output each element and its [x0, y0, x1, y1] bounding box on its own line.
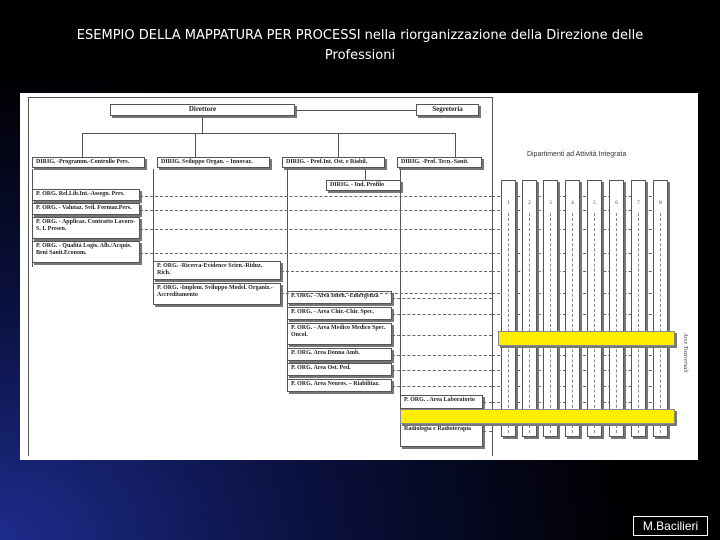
dirig-professioni-box: [282, 157, 385, 168]
unit-box: [400, 395, 483, 409]
author-badge: M.Bacilieri: [633, 516, 708, 536]
unit-box: [32, 203, 140, 215]
transversal-areas-label: Aree Trasversali: [682, 333, 688, 373]
unit-label: P. ORG. -Ricerca-Evidence Scien.-Riduz. Rich.: [157, 263, 263, 276]
unit-label: P. ORG. Area Neuros. – Riabilitaz.: [291, 381, 380, 387]
unit-box: [287, 323, 392, 345]
department-number: 5: [593, 201, 596, 206]
dirig-label: DIRIG. - Ind. Profilo: [330, 182, 385, 188]
unit-label: P. ORG. Rel.Lib.Int.-Assegn. Pers.: [36, 191, 125, 197]
dirig-label: DIRIG. -Programm.-Controllo Pers.: [36, 159, 130, 165]
unit-label: P. ORG. Area Donna Amb.: [291, 350, 360, 356]
dirig-label: DIRIG. -Prof. Tecn.-Sanit.: [401, 159, 469, 165]
department-number: 2: [528, 201, 531, 206]
department-number: 1: [507, 201, 510, 206]
department-number: 4: [571, 201, 574, 206]
unit-label: P. ORG. - Area Medico Medico Spec. Oncol.: [291, 325, 386, 338]
director-label: Direttore: [188, 105, 217, 113]
transversal-area-bar: [400, 409, 675, 424]
department-number: 8: [659, 201, 662, 206]
departments-label: Dipartimenti ad Attività Integrata: [527, 151, 627, 158]
unit-box: [153, 261, 281, 280]
slide-title: ESEMPIO DELLA MAPPATURA PER PROCESSI nella riorganizzazione della Direzione delle Professioni: [76, 28, 644, 63]
dirig-label: DIRIG. Sviluppo Organ. – Innovaz.: [161, 159, 253, 165]
unit-label: P. ORG. - Applicaz. Contratto Lavoro-S. I. Presen.: [36, 219, 135, 232]
unit-label: P. ORG. - Qualità Logis. Alb./Acquis. Beni Sanit.Econom.: [36, 243, 132, 256]
department-number: 3: [549, 201, 552, 206]
unit-label: P. ORG. - Area Inten. -Emergenza: [291, 293, 379, 299]
unit-box: [287, 348, 392, 361]
unit-box: [32, 189, 140, 201]
unit-label: P. ORG. Area Ost. Ped.: [291, 365, 351, 371]
department-number: 7: [637, 201, 640, 206]
dirig-programmazione-box: [32, 157, 145, 168]
unit-box: [153, 283, 281, 305]
department-number: 6: [615, 201, 618, 206]
dirig-tecnico-box: [397, 157, 482, 168]
dirig-sviluppo-box: [157, 157, 270, 168]
unit-label: P. ORG. -Implem. Sviluppo Model. Organiz.-Accreditamento: [157, 285, 273, 298]
secretary-label: Segreteria: [432, 105, 463, 113]
transversal-area-bar: [498, 331, 675, 346]
unit-box: [287, 307, 392, 320]
unit-label: P. ORG. . Area Laboratorio: [404, 397, 475, 403]
director-box: [110, 104, 295, 116]
dirig-profilo-box: [326, 180, 401, 191]
secretary-box: [416, 104, 479, 116]
unit-box: [287, 363, 392, 376]
dirig-label: DIRIG. - Prof.Int. Ost. e Riabil.: [286, 159, 368, 165]
unit-box: [287, 379, 392, 392]
unit-label: P. ORG. - Area Chir.-Chir. Spec.: [291, 309, 374, 315]
org-chart: [20, 93, 698, 460]
unit-box: [32, 217, 140, 239]
unit-box: [32, 241, 140, 263]
unit-label: P. ORG. - Valutaz. Svil. Formaz.Pers.: [36, 205, 132, 211]
unit-label: Radiologia e Radioterapia: [404, 426, 471, 432]
